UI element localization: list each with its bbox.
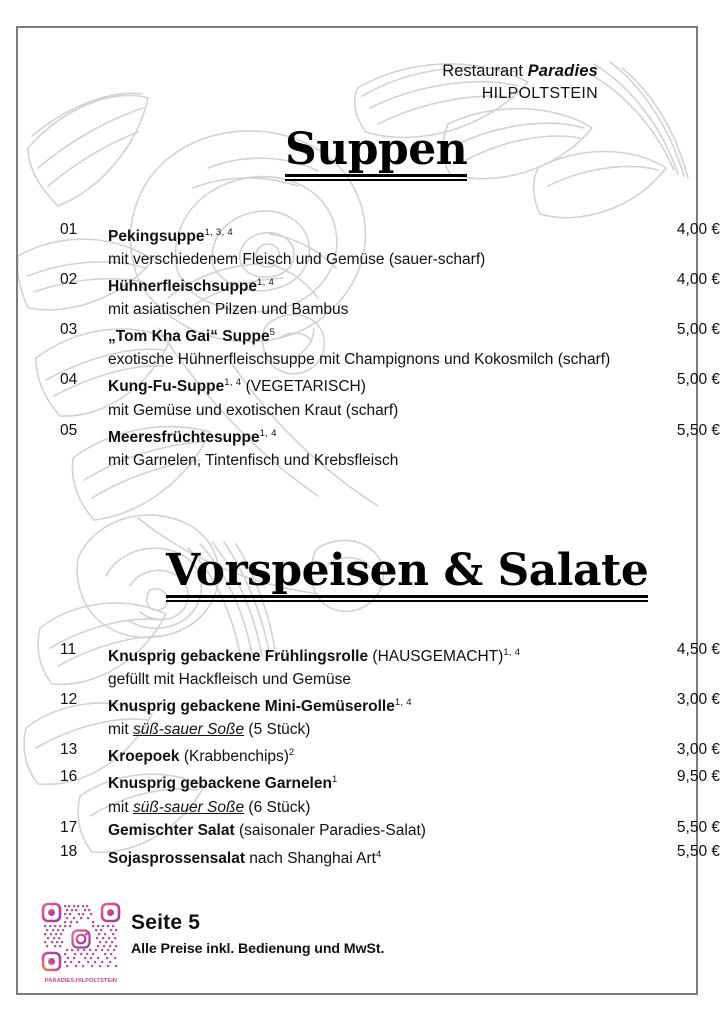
item-name-suffix: (HAUSGEMACHT)	[372, 648, 504, 666]
section-heading-suppen-text: Suppen	[285, 124, 468, 175]
item-number: 11	[60, 641, 77, 658]
item-name: Gemischter Salat	[108, 821, 235, 839]
item-name: Knusprig gebackene Frühlingsrolle	[108, 648, 369, 666]
item-name-suffix: nach Shanghai Art	[249, 849, 376, 867]
item-description: mit Gemüse und exotischen Kraut (scharf)	[108, 401, 399, 419]
item-name: Meeresfrüchtesuppe	[108, 428, 260, 446]
desc-prefix: mit	[108, 721, 133, 739]
item-price: 5,50 €	[676, 842, 720, 860]
section-heading-vorspeisen	[166, 545, 649, 602]
menu-item[interactable]	[0, 271, 720, 321]
menu-item[interactable]	[0, 691, 720, 741]
item-name: Sojasprossensalat	[108, 849, 245, 867]
item-allergens: 2	[288, 747, 295, 759]
price-notice: Alle Preise inkl. Bedienung und MwSt.	[131, 940, 385, 957]
item-price: 5,50 €	[676, 818, 720, 836]
restaurant-header	[442, 60, 598, 106]
footer-text-block	[131, 911, 384, 957]
desc-suffix: (5 Stück)	[244, 721, 311, 739]
item-name: Knusprig gebackene Mini-Gemüserolle	[108, 698, 395, 716]
item-description: mit asiatischen Pilzen und Bambus	[108, 301, 349, 319]
item-name-suffix: (Krabbenchips)	[183, 748, 289, 766]
item-number: 04	[60, 371, 78, 389]
menu-item[interactable]	[0, 741, 720, 768]
item-price: 3,00 €	[676, 741, 720, 759]
menu-item[interactable]	[0, 843, 720, 870]
item-description	[108, 796, 642, 819]
item-number: 01	[60, 221, 78, 238]
desc-prefix: mit	[108, 798, 133, 816]
item-name: Hühnerfleischsuppe	[108, 278, 257, 296]
item-description	[108, 718, 642, 741]
item-number: 16	[60, 768, 78, 786]
item-name-suffix: (VEGETARISCH)	[245, 378, 366, 396]
item-number: 17	[60, 818, 78, 836]
menu-list-suppen	[0, 221, 720, 472]
menu-item[interactable]	[0, 221, 720, 271]
menu-item[interactable]	[0, 819, 720, 843]
item-number: 12	[60, 691, 78, 709]
item-price: 5,00 €	[676, 321, 720, 339]
item-allergens: 4	[375, 848, 382, 860]
menu-list-vorspeisen	[0, 641, 720, 870]
item-name: Kroepoek	[108, 748, 180, 766]
item-price: 9,50 €	[676, 768, 720, 786]
item-name: „Tom Kha Gai“ Suppe	[108, 328, 270, 346]
item-description: gefüllt mit Hackfleisch und Gemüse	[108, 671, 351, 689]
item-description: exotische Hühnerfleischsuppe mit Champignons und Kokosmilch (scharf)	[108, 351, 611, 369]
restaurant-label: Restaurant	[442, 62, 523, 80]
menu-item[interactable]	[0, 422, 720, 472]
item-number: 05	[60, 421, 78, 439]
item-name-suffix: (saisonaler Paradies-Salat)	[238, 821, 426, 839]
menu-item[interactable]	[0, 768, 720, 818]
restaurant-city: HILPOLTSTEIN	[481, 85, 598, 103]
item-name: Pekingsuppe	[108, 228, 205, 246]
item-allergens: 5	[269, 327, 276, 339]
item-price: 3,00 €	[676, 691, 720, 709]
item-allergens: 1, 4	[224, 377, 242, 389]
item-price: 5,00 €	[676, 371, 720, 389]
item-description: mit verschiedenem Fleisch und Gemüse (sauer-scharf)	[108, 251, 486, 269]
item-description: mit Garnelen, Tintenfisch und Krebsfleisch	[108, 451, 399, 469]
page-number-label: Seite 5	[131, 911, 201, 934]
item-number: 03	[60, 321, 78, 339]
item-price: 5,50 €	[676, 421, 720, 439]
section-heading-vorspeisen-rule	[166, 595, 648, 602]
restaurant-brand: Paradies	[527, 62, 598, 80]
item-number: 18	[60, 842, 78, 860]
page-footer	[40, 901, 640, 985]
item-price: 4,50 €	[676, 641, 720, 658]
item-allergens: 1	[331, 774, 338, 786]
qr-caption: PARADIES.HILPOLTSTEIN	[44, 978, 118, 984]
item-number: 02	[60, 271, 78, 289]
section-heading-vorspeisen-text: Vorspeisen & Salate	[166, 545, 649, 596]
item-price: 4,00 €	[676, 271, 720, 289]
menu-item[interactable]	[0, 641, 720, 691]
desc-suffix: (6 Stück)	[244, 798, 311, 816]
item-name: Knusprig gebackene Garnelen	[108, 775, 332, 793]
restaurant-name-line	[442, 60, 598, 83]
section-heading-suppen	[285, 124, 468, 181]
desc-emphasis: süß-sauer Soße	[132, 721, 245, 739]
item-number: 13	[60, 741, 78, 759]
section-heading-suppen-rule	[285, 174, 467, 181]
instagram-glyph	[71, 929, 91, 949]
menu-item[interactable]	[0, 321, 720, 371]
item-allergens: 1, 4	[394, 697, 412, 709]
instagram-qr-code[interactable]	[40, 901, 122, 977]
menu-item[interactable]	[0, 371, 720, 421]
item-name: Kung-Fu-Suppe	[108, 378, 225, 396]
item-allergens: 1, 3, 4	[204, 227, 233, 238]
item-price: 4,00 €	[676, 221, 720, 238]
item-allergens: 1, 4	[503, 647, 521, 658]
desc-emphasis: süß-sauer Soße	[132, 798, 245, 816]
item-allergens: 1, 4	[259, 427, 277, 439]
item-allergens: 1, 4	[257, 277, 275, 289]
instagram-qr-block[interactable]	[40, 901, 122, 984]
